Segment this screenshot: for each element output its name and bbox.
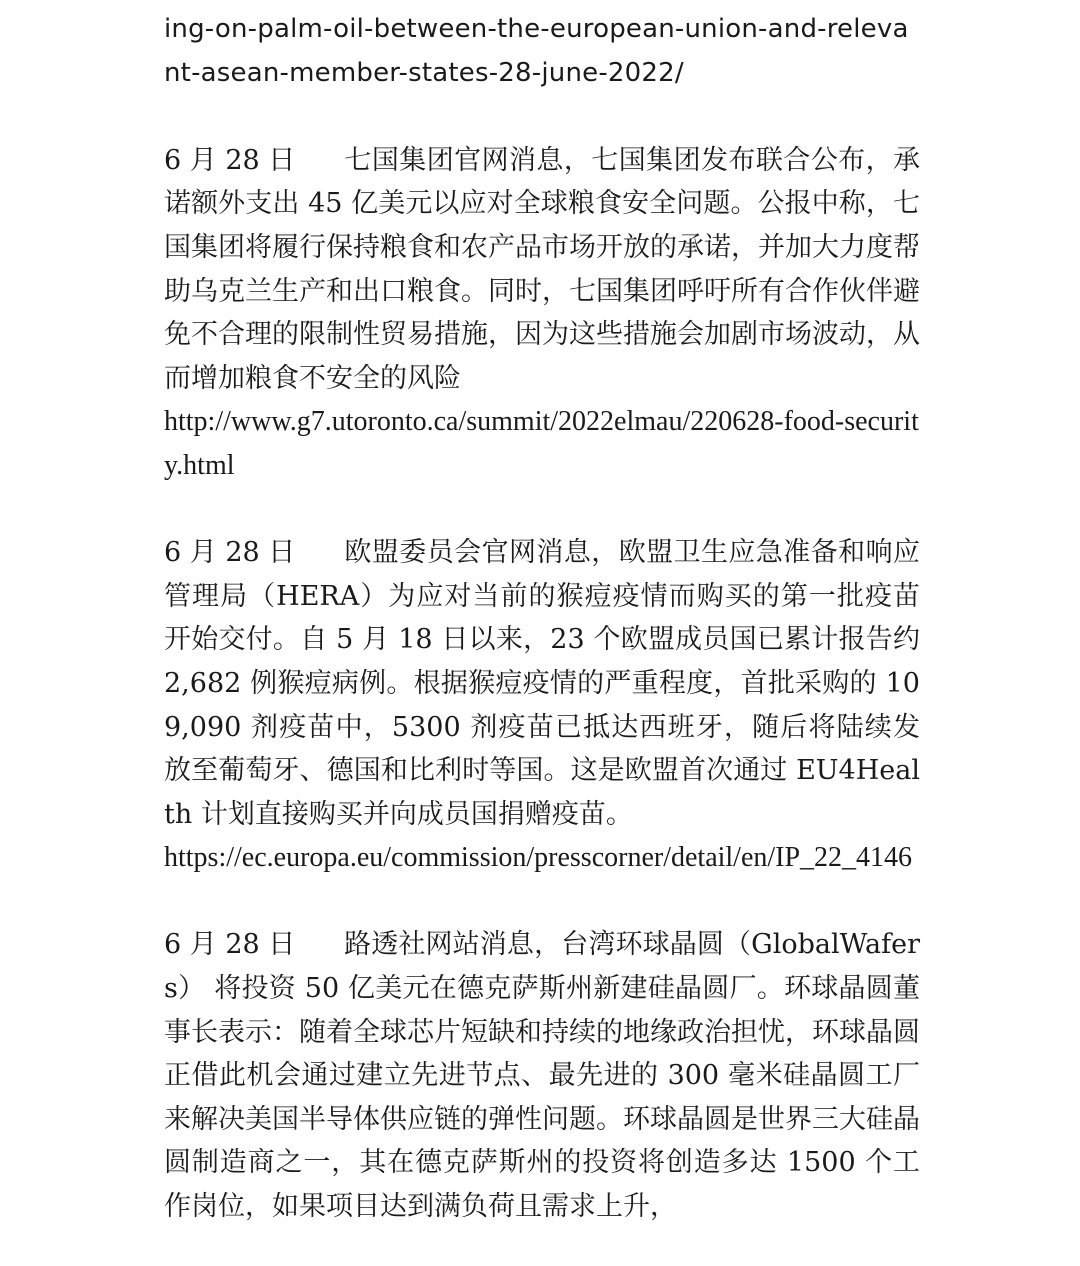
entry-text: 七国集团官网消息，七国集团发布联合公布，承诺额外支出 45 亿美元以应对全球粮食安全问题。公报中称，七国集团将履行保持粮食和农产品市场开放的承诺，并加大力度帮助乌克兰生产和出口粮食。同时，七国集团呼吁所有合作伙伴避免不合理的限制性贸易措施，因为这些措施会加剧市场波动，从而增加粮食不安全的风险 bbox=[164, 144, 920, 394]
entry-text: 欧盟委员会官网消息，欧盟卫生应急准备和响应管理局（HERA）为应对当前的猴痘疫情而购买的第一批疫苗开始交付。自 5 月 18 日以来，23 个欧盟成员国已累计报告约 2,682 例猴痘病例。根据猴痘疫情的严重程度，首批采购的 109,090 剂疫苗中，5300 剂疫苗已抵达西班牙，随后将陆续发放至葡萄牙、德国和比利时等国。这是欧盟首次通过 EU4Health 计划直接购买并向成员国捐赠疫苗。 bbox=[164, 537, 920, 830]
entry-date: 6 月 28 日 bbox=[164, 537, 296, 569]
entry-date: 6 月 28 日 bbox=[164, 144, 296, 176]
news-entry-globalwafers bbox=[164, 923, 920, 1228]
news-entry-eu-hera bbox=[164, 531, 920, 880]
entry-text: 路透社网站消息，台湾环球晶圆（GlobalWafers） 将投资 50 亿美元在德克萨斯州新建硅晶圆厂。环球晶圆董事长表示：随着全球芯片短缺和持续的地缘政治担忧，环球晶圆正借此机会通过建立先进节点、最先进的 300 毫米硅晶圆工厂来解决美国半导体供应链的弹性问题。环球晶圆是世界三大硅晶圆制造商之一，其在德克萨斯州的投资将创造多达 1500 个工作岗位，如果项目达到满负荷且需求上升， bbox=[164, 929, 920, 1223]
entry-url[interactable]: http://www.g7.utoronto.ca/summit/2022elmau/220628-food-security.html bbox=[164, 406, 919, 481]
entry-date: 6 月 28 日 bbox=[164, 929, 296, 961]
news-entry-g7 bbox=[164, 139, 920, 488]
top-link[interactable]: ing-on-palm-oil-between-the-european-union-and-relevant-asean-member-states-28-june-2022/ bbox=[164, 14, 909, 88]
entry-url[interactable]: https://ec.europa.eu/commission/presscorner/detail/en/IP_22_4146 bbox=[164, 842, 913, 874]
document-page bbox=[164, 8, 920, 1229]
